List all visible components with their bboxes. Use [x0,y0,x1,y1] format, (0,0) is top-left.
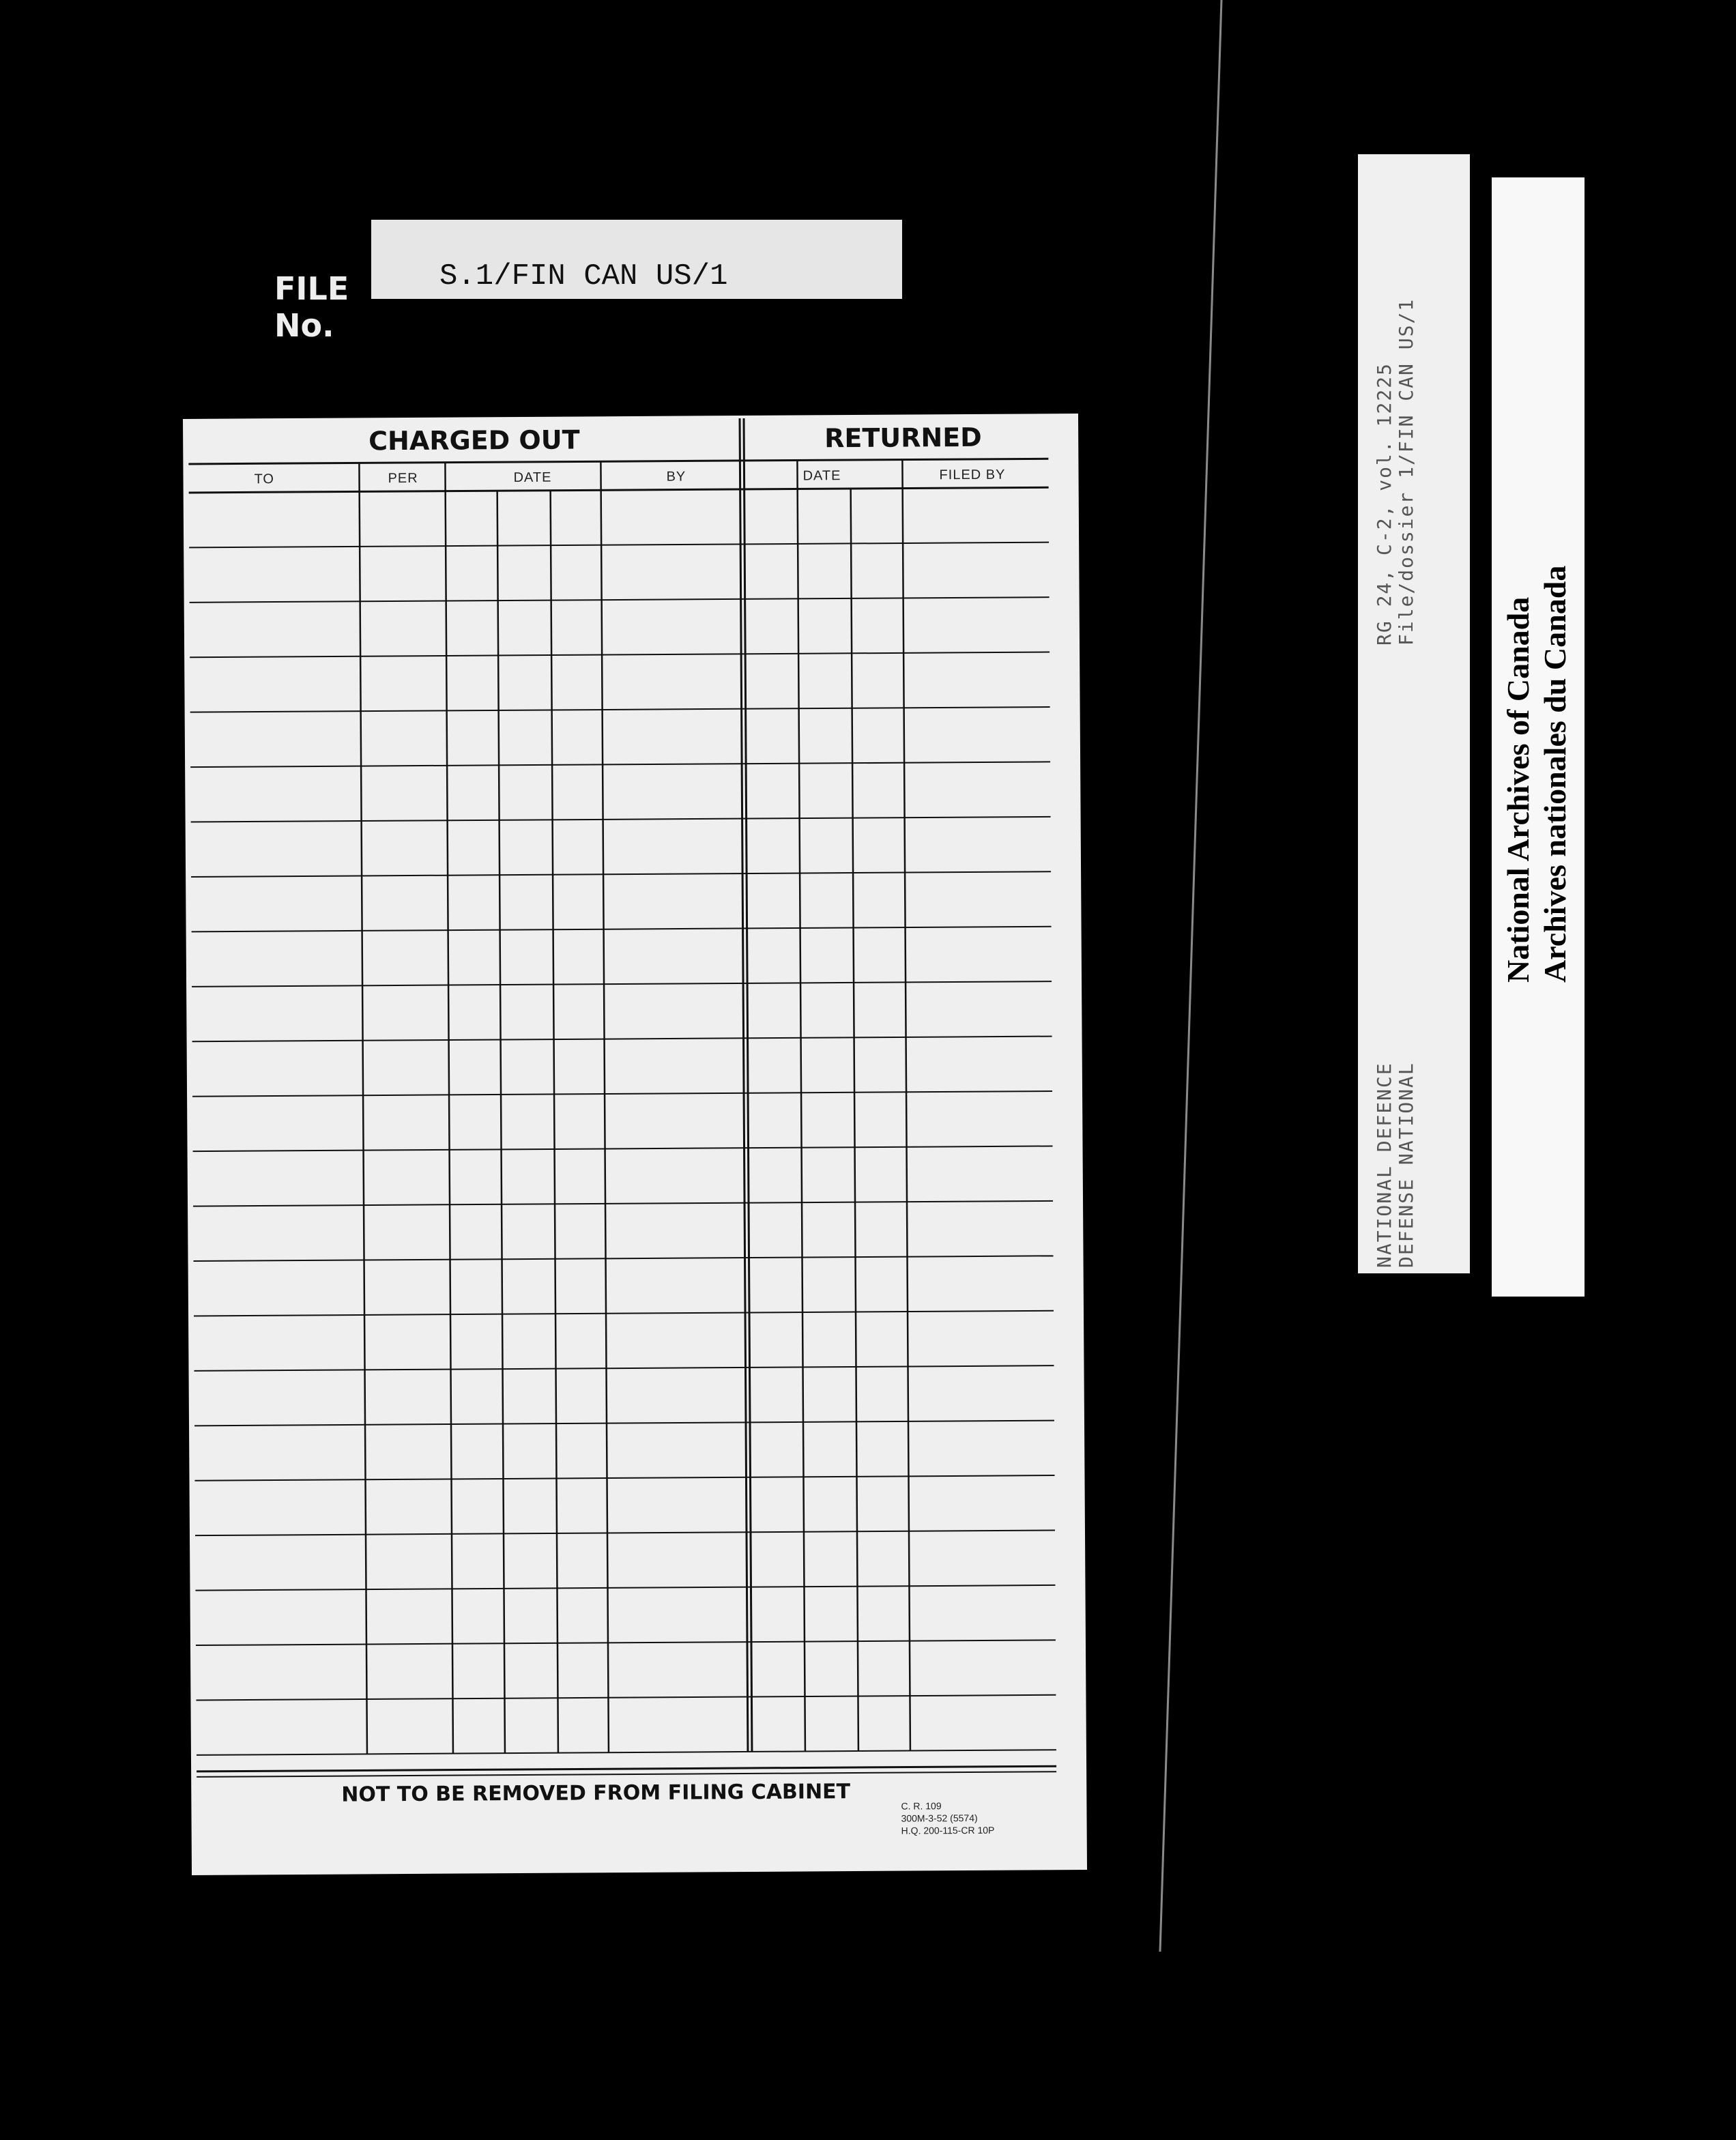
card-footer-warning: NOT TO BE REMOVED FROM FILING CABINET [341,1780,851,1807]
row-rule [194,1311,1054,1316]
file-label [274,270,349,344]
file-number-tab [371,220,902,299]
row-rule [191,871,1051,877]
returned-title: RETURNED [824,422,982,454]
row-rule [191,817,1051,822]
section-divider [740,418,748,1752]
column-rule [497,491,505,1753]
row-rule [190,652,1050,658]
row-rule [194,1365,1054,1371]
column-header-by: BY [666,469,686,485]
row-rule [192,1037,1052,1042]
row-rule [194,1256,1054,1261]
archive-ref-line3: RG 24, C-2, vol. 12225 [1373,362,1395,646]
row-rule [195,1530,1055,1535]
row-rule [192,927,1052,932]
row-rule [190,597,1050,603]
file-label-line1: FILE [274,270,349,307]
form-code [901,1799,994,1837]
column-header-per: PER [388,470,418,487]
file-number: S.1/FIN CAN US/1 [439,259,728,293]
row-rule [195,1585,1055,1591]
row-rule [197,1750,1056,1755]
form-code-line2: 300M-3-52 (5574) [901,1812,978,1824]
charged-out-title: CHARGED OUT [368,424,580,457]
bottom-rule [197,1772,1056,1777]
form-code-line3: H.Q. 200-115-CR 10P [901,1824,995,1836]
file-label-line2: No. [274,307,334,344]
charge-out-card [183,414,1087,1875]
institution-name-fr: Archives nationales du Canada [1537,565,1572,983]
institution-strip [1492,177,1585,1297]
card-grid [183,414,1087,1875]
column-rule [851,489,858,1751]
column-header-date: DATE [513,469,552,486]
row-rule [193,1201,1053,1206]
header-rule-top [188,459,1048,464]
section-divider [744,418,752,1752]
form-code-line1: C. R. 109 [901,1800,942,1812]
row-rule [192,981,1052,987]
header-rule-bottom [189,487,1049,493]
row-rule [192,1091,1052,1097]
column-header-returned-date: DATE [802,468,841,484]
row-rule [196,1640,1056,1645]
row-rule [196,1695,1056,1701]
row-rule [190,762,1050,767]
row-rule [193,1146,1053,1151]
archive-ref-line1: NATIONAL DEFENCE [1373,1062,1395,1268]
archive-ref-line4: File/dossier 1/FIN CAN US/1 [1395,298,1417,646]
column-header-filed-by: FILED BY [939,467,1006,483]
row-rule [195,1475,1055,1481]
archive-ref-line2: DEFENSE NATIONAL [1395,1062,1417,1268]
column-rule [551,491,558,1753]
row-rule [194,1421,1054,1426]
institution-name-en: National Archives of Canada [1501,596,1535,983]
bottom-rule [197,1766,1056,1772]
row-rule [190,707,1050,712]
archive-reference-strip [1358,154,1470,1273]
row-rule [189,543,1049,548]
column-header-to: TO [254,472,275,487]
